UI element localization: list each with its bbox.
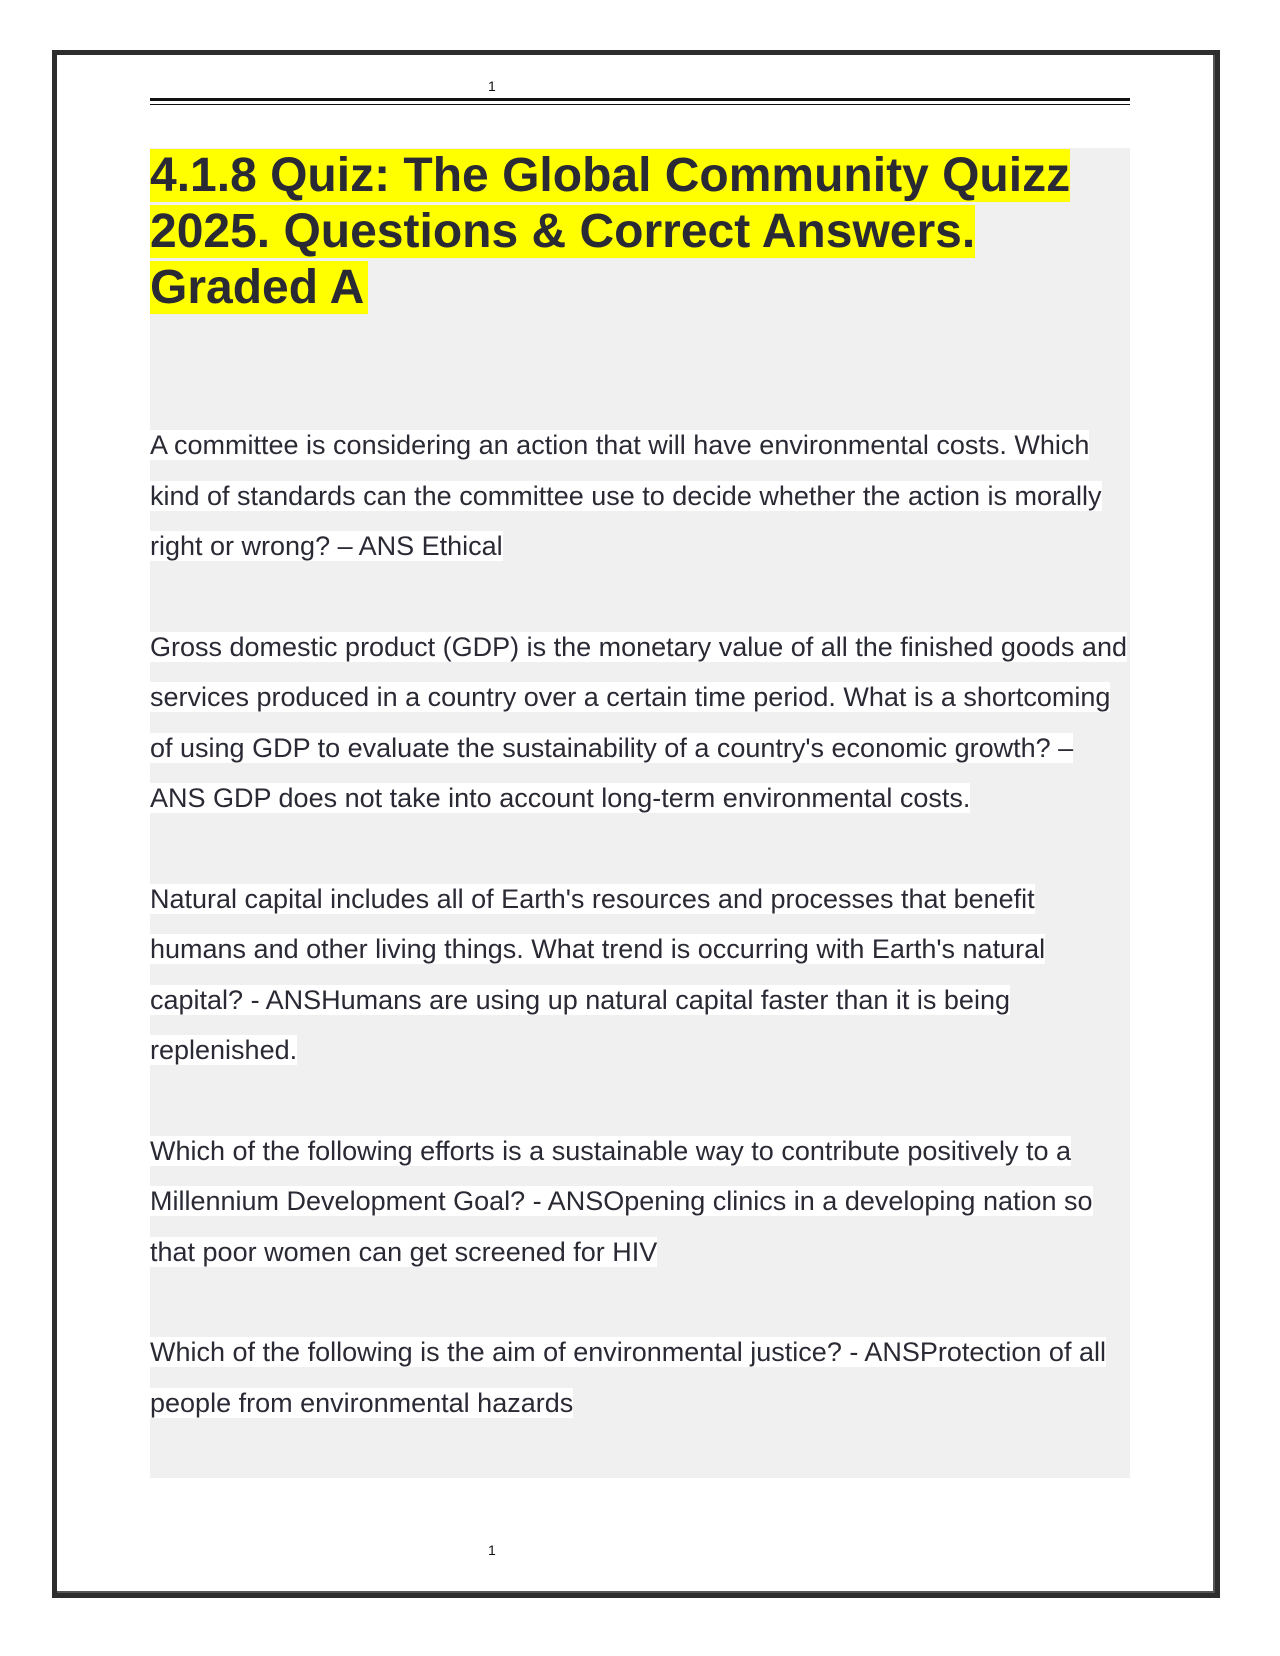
qa-item-text: Gross domestic product (GDP) is the monetary value of all the finished goods and services produced in a country over a certain time period. What is a shortcoming of using GDP to evaluate the sustainability of a country's economic growth? – ANS GDP does not take into account long-term environmental costs. bbox=[150, 631, 1127, 813]
qa-item bbox=[150, 874, 1130, 1076]
header-page-number: 1 bbox=[488, 78, 496, 94]
document-title bbox=[150, 148, 1130, 316]
qa-item-text: Natural capital includes all of Earth's resources and processes that benefit humans and other living things. What trend is occurring with Earth's natural capital? - ANSHumans are using up natural capital faster than it is being replenished. bbox=[150, 883, 1046, 1065]
qa-item bbox=[150, 1126, 1130, 1278]
qa-item bbox=[150, 420, 1130, 572]
qa-list bbox=[150, 420, 1130, 1428]
qa-item bbox=[150, 622, 1130, 824]
header-rule bbox=[150, 98, 1130, 101]
document-title-text: 4.1.8 Quiz: The Global Community Quizz 2025. Questions & Correct Answers. Graded A bbox=[150, 149, 1071, 314]
qa-item-text: Which of the following efforts is a sustainable way to contribute positively to a Millennium Development Goal? - ANSOpening clinics in a developing nation so that poor women can get screened for HIV bbox=[150, 1135, 1093, 1267]
qa-item-text: A committee is considering an action that will have environmental costs. Which kind of standards can the committee use to decide whether the action is morally right or wrong? – ANS Ethical bbox=[150, 430, 1102, 561]
qa-item-text: Which of the following is the aim of environmental justice? - ANSProtection of all people from environmental hazards bbox=[150, 1337, 1106, 1418]
header-rule-thin bbox=[150, 104, 1130, 105]
qa-item bbox=[150, 1327, 1130, 1428]
footer-page-number: 1 bbox=[488, 1542, 496, 1558]
document-body bbox=[150, 148, 1130, 1478]
